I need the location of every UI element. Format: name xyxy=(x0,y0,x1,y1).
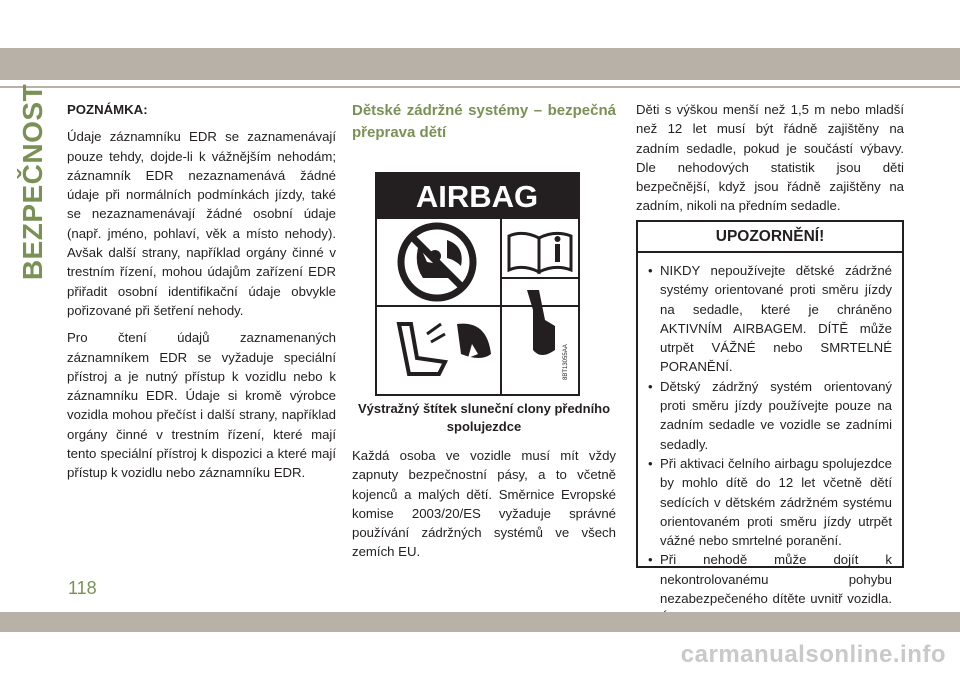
airbag-label-graphic xyxy=(377,174,578,394)
top-band-bar xyxy=(0,48,960,80)
watermark-text[interactable]: carmanualsonline.info xyxy=(680,641,946,668)
side-label-text: BEZPEČNOST xyxy=(17,83,48,281)
paragraph-seatbelts: Každá osoba ve vozidle musí mít vždy zapnuty bezpečnostní pásy, a to včetně kojenců a malých dětí. Směrnice Evropské komise 2003/20/ES vyžaduje správné používání zádržných systémů ve všech zemích EU. xyxy=(352,448,616,560)
section-heading: Dětské zádržné systémy – bezpečná přeprava dětí xyxy=(352,102,616,141)
airbag-warning-label-image xyxy=(375,172,580,396)
paragraph-edr-2: Pro čtení údajů zaznamenaných záznamníkem EDR se vyžaduje speciální přístroj a je nutný přístup k vozidlu nebo k záznamníku EDR. Údaje si kromě výrobce vozidla mohou přečíst i další strany, například orgány činné v trestním řízení, které mají tento speciální přístroj k dispozici a které mají přístup k vozidlu nebo záznamníku EDR. xyxy=(67,330,336,481)
label-code-text: 8BT13055AA xyxy=(563,344,569,380)
image-caption: Výstražný štítek sluneční clony předního spolujezdce xyxy=(357,401,611,434)
warning-item: • Při nehodě může dojít k nekontrolovanému pohybu nezabezpečeného dítěte uvnitř vozidla. xyxy=(648,550,892,646)
column-3 xyxy=(636,100,904,224)
warning-item: • NIKDY nepoužívejte dětské zádržné systémy orientované proti směru jízdy na sedadle, které je chráněno AKTIVNÍM AIRBAGEM. DÍTĚ může utrpět VÁŽNÉ nebo SMRTELNÉ PORANĚNÍ. xyxy=(648,261,892,377)
warning-item: • Dětský zádržný systém orientovaný proti směru jízdy používejte pouze na zadním sedadle ve vozidle se zadními sedadly. xyxy=(648,377,892,454)
top-band-line xyxy=(0,86,960,88)
paragraph-edr-1: Údaje záznamníku EDR se zaznamenávají pouze tehdy, dojde-li k vážnějším nehodám; záznamník EDR nezaznamenává žádné údaje při normálních podmínkách jízdy, také se nezaznamenávají žádné osobní údaje (např. jméno, pohlaví, věk a místo nehody). Avšak další strany, například orgány činné v trestním řízení, mohou údajům zařízení EDR přiřadit osobní identifikační údaje obvykle pořizované při šetření nehody. xyxy=(67,129,336,318)
seat-airbag-icon xyxy=(399,324,491,374)
top-band xyxy=(0,0,960,82)
section-side-label xyxy=(13,83,53,281)
column-1 xyxy=(67,100,336,491)
manual-book-icon xyxy=(509,233,571,272)
page-number: 118 xyxy=(68,578,97,598)
note-title: POZNÁMKA: xyxy=(67,102,148,117)
warning-list xyxy=(638,253,902,647)
bottom-band xyxy=(0,612,960,632)
airbag-title-text: AIRBAG xyxy=(415,179,539,214)
column-2 xyxy=(352,100,616,152)
hand-warning-icon xyxy=(527,290,569,380)
paragraph-children-rear-seat: Děti s výškou menší než 1,5 m nebo mladší než 12 let musí být řádně zajištěny na zadním sedadle, pokud je součástí výbavy. Dle nehodových statistik jsou děti bezpečnější, když jsou řádně zajištěny na zadním, nikoli na předním sedadle. xyxy=(636,102,904,214)
warning-item: • Při aktivaci čelního airbagu spolujezdce by mohlo dítě do 12 let včetně dětí sedících v dětském zádržném systému orientovaném proti směru jízdy utrpět vážné nebo smrtelné poranění. xyxy=(648,454,892,550)
warning-box xyxy=(636,220,904,607)
warning-title: UPOZORNĚNÍ! xyxy=(638,222,902,253)
no-child-seat-icon xyxy=(401,226,473,298)
